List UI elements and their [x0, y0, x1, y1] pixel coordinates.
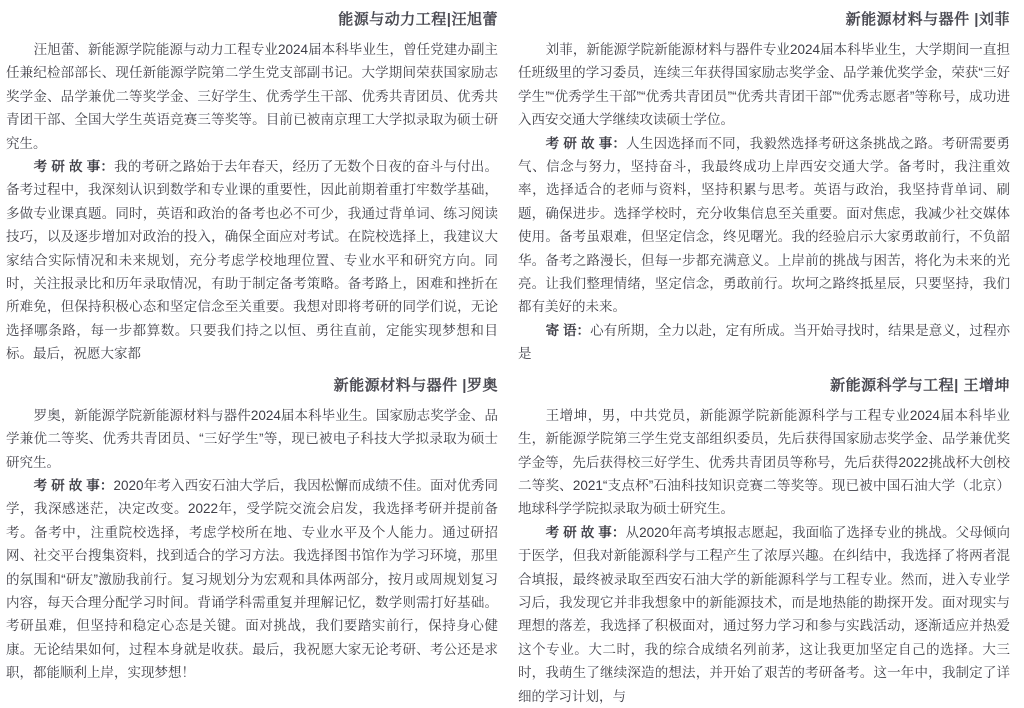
bio-text: 刘菲，新能源学院新能源材料与器件专业2024届本科毕业生，大学期间一直担任班级里的学习委员，连续三年获得国家励志奖学金、品学兼优奖学金，荣获“三好学生”“优秀学生干部”“优秀共青团员”“优秀共青团干部”“优秀志愿者”等称号，成功进入西安交通大学继续攻读硕士学位。	[518, 42, 1010, 128]
story-paragraph	[6, 155, 498, 366]
story-paragraph	[518, 521, 1010, 708]
story-label: 考 研 故 事：	[545, 524, 626, 540]
section-heading: 新能源材料与器件 |刘菲	[845, 11, 1010, 28]
profile-section-luoao	[6, 375, 498, 685]
story-paragraph	[518, 132, 1010, 319]
story-text: 从2020年高考填报志愿起，我面临了选择专业的挑战。父母倾向于医学，但我对新能源科学与工程产生了浓厚兴趣。在纠结中，我选择了将两者混合填报，最终被录取至西安石油大学的新能源科学与工程专业。然而，进入专业学习后，我发现它并非我想象中的新能源技术，而是地热能的勘探开发。面对现实与理想的落差，我选择了积极面对，通过努力学习和参与实践活动，逐渐适应并热爱这个专业。大二时，我的综合成绩名列前茅，这让我更加坚定自己的选择。大三时，我萌生了继续深造的想法，并开始了艰苦的考研备考。这一年中，我制定了详细的学习计划，与	[518, 524, 1010, 704]
bio-paragraph	[518, 38, 1010, 132]
story-label: 考 研 故 事：	[33, 159, 115, 175]
story-label: 考 研 故 事：	[545, 135, 627, 151]
bio-text: 汪旭蕾、新能源学院能源与动力工程专业2024届本科毕业生，曾任党建办副主任兼纪检部部长、现任新能源学院第二学生党支部副书记。大学期间荣获国家励志奖学金、品学兼优二等奖学金、三好学生、优秀学生干部、优秀共青团员、优秀共青团干部、全国大学生英语竞赛三等奖等。目前已被南京理工大学拟录取为硕士研究生。	[6, 42, 498, 151]
section-heading: 新能源科学与工程| 王增坤	[830, 376, 1010, 394]
column-right	[518, 9, 1010, 704]
profile-section-liufei	[518, 9, 1010, 366]
message-label: 寄 语：	[545, 322, 591, 338]
story-label: 考 研 故 事：	[33, 477, 114, 493]
bio-text: 罗奥，新能源学院新能源材料与器件2024届本科毕业生。国家励志奖学金、品学兼优二等奖、优秀共青团员、“三好学生”等，现已被电子科技大学拟录取为硕士研究生。	[6, 407, 498, 470]
bio-paragraph	[518, 404, 1010, 521]
section-heading: 新能源材料与器件 |罗奥	[333, 376, 498, 394]
story-text: 人生因选择而不同，我毅然选择考研这条挑战之路。考研需要勇气、信念与努力，坚持奋斗，我最终成功上岸西安交通大学。备考时，我注重效率，选择适合的老师与资料，坚持积累与思考。英语与政治，我坚持背单词、刷题，确保进步。选择学校时，充分收集信息至关重要。面对焦虑，我减少社交媒体使用。备考虽艰难，但坚定信念，终见曙光。我的经验启示大家勇敢前行，不负韶华。备考之路漫长，但每一步都充满意义。上岸前的挑战与困苦，将化为未来的光亮。让我们整理情绪，坚定信念，勇敢前行。坎坷之路终抵星辰，只要坚持，我们都有美好的未来。	[518, 135, 1010, 315]
bio-paragraph	[6, 38, 498, 155]
bio-paragraph	[6, 404, 498, 474]
section-heading: 能源与动力工程|汪旭蕾	[338, 11, 498, 28]
profile-section-wangzengkun	[518, 375, 1010, 708]
story-text: 2020年考入西安石油大学后，我因松懈而成绩不佳。面对优秀同学，我深感迷茫，决定改变。2022年，受学院交流会启发，我选择考研并提前备考。备考中，注重院校选择，考虑学校所在地、专业水平及个人能力。通过研招网、社交平台搜集资料，找到适合的学习方法。我选择图书馆作为学习环境，那里的氛围和“研友”激励我前行。复习规划分为宏观和具体两部分，按月或周规划复习内容，每天合理分配学习时间。背诵学科需重复并理解记忆，数学则需打好基础。考研虽难，但坚持和稳定心态是关键。面对挑战，我们要踏实前行，保持身心健康。无论结果如何，过程本身就是收获。最后，我祝愿大家无论考研、考公还是求职，都能顺利上岸，实现梦想！	[6, 477, 498, 681]
bio-text: 王增坤，男，中共党员，新能源学院新能源科学与工程专业2024届本科毕业生，新能源学院第三学生党支部组织委员，先后获得国家励志奖学金、品学兼优奖学金等，先后获得校三好学生、优秀共青团员等称号，先后获得2022挑战杯大创校二等奖、2021“支点杯”石油科技知识竞赛二等奖等。现已被中国石油大学（北京）地球科学学院拟录取为硕士研究生。	[518, 407, 1010, 517]
column-left	[6, 9, 498, 681]
profile-section-wangxulei	[6, 9, 498, 366]
message-text: 心有所期，全力以赴，定有所成。当开始寻找时，结果是意义，过程亦是	[518, 322, 1010, 362]
story-text: 我的考研之路始于去年春天，经历了无数个日夜的奋斗与付出。备考过程中，我深刻认识到数学和专业课的重要性，因此前期着重打牢数学基础，多做专业课真题。同时，英语和政治的备考也必不可少，我通过背单词、练习阅读技巧，以及逐步增加对政治的投入，确保全面应对考试。在院校选择上，我建议大家结合实际情况和未来规划，充分考虑学校地理位置、专业水平和研究方向。同时，关注报录比和历年录取情况，有助于制定备考策略。备考路上，困难和挫折在所难免，但保持积极心态和坚定信念至关重要。我想对即将考研的同学们说，无论选择哪条路，每一步都算数。只要我们持之以恒、勇往直前，定能实现梦想和目标。最后，祝愿大家都	[6, 159, 498, 362]
story-paragraph	[6, 474, 498, 685]
message-paragraph	[518, 319, 1010, 366]
